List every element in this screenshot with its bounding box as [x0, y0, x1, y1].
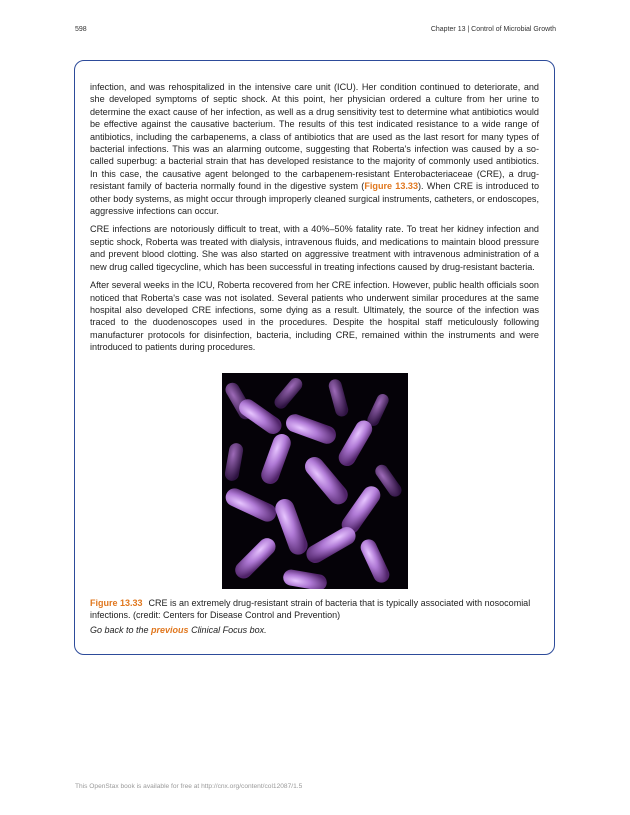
paragraph-2: CRE infections are notoriously difficult to treat, with a 40%–50% fatality rate. To treat her kidney infection and septic shock, Roberta was treated with dialysis, intravenous fluids, and medications to maintain blood pressure and prevent blood clotting. She was also started on aggressive treatment with intravenous administration of a new drug called tigecycline, which has been successful in treating infections caused by drug-resistant bacteria. — [90, 224, 539, 272]
chapter-header: Chapter 13 | Control of Microbial Growth — [430, 26, 556, 33]
footer-note: This OpenStax book is available for free at http://cnx.org/content/col12087/1.5 — [75, 783, 303, 790]
paragraph-1-text-end: ). When CRE is introduced to other body systems, as might occur through improperly cleaned surgical instruments, catheters, or endoscopes, aggressive infections can occur. — [90, 181, 540, 217]
previous-link[interactable]: previous — [151, 625, 189, 635]
paragraph-1 — [90, 81, 539, 217]
figure-13-33-link[interactable]: Figure 13.33 — [364, 181, 419, 192]
figure-caption — [90, 597, 540, 621]
go-back-line — [90, 625, 267, 635]
paragraph-3: After several weeks in the ICU, Roberta recovered from her CRE infection. However, public health officials soon noticed that Roberta's case was not isolated. Several patients who underwent similar procedures at the same hospital also developed CRE infections, some dying as a result. Ultimately, the source of the infection was traced to the duodenoscopes used in the procedures. Despite the hospital staff meticulously following manufacturer protocols for disinfection, bacteria, including CRE, remained within the instruments and were introduced to patients during procedures. — [90, 280, 539, 353]
cre-bacteria-micrograph — [222, 373, 408, 589]
go-back-text-end: Clinical Focus box. — [188, 625, 267, 635]
go-back-text: Go back to the — [90, 625, 152, 635]
clinical-focus-box — [74, 60, 555, 655]
cre-bacteria-image — [222, 373, 408, 589]
figure-caption-text: CRE is an extremely drug-resistant strain of bacteria that is typically associated with nosocomial infections. (credit: Centers for Disease Control and Prevention) — [90, 598, 531, 620]
figure-label: Figure 13.33 — [90, 598, 143, 608]
page-number: 598 — [75, 26, 87, 33]
paragraph-1-text: infection, and was rehospitalized in the intensive care unit (ICU). Her condition continued to deteriorate, and she developed symptoms of septic shock. At this point, her physician ordered a culture from her urine to determine the exact cause of her infection, as well as a drug sensitivity test to determine what antibiotics would be effective against the causative bacterium. The results of this test indicated resistance to a wide range of antibiotics, including the carbapenems, a class of antibiotics that are used as the last resort for many types of bacterial infections. This was an alarming outcome, suggesting that Roberta's infection was caused by a so-called superbug: a bacterial strain that has developed resistance to the majority of commonly used antibiotics. In this case, the causative agent belonged to the carbapenem-resistant Enterobacteriaceae (CRE), a drug-resistant family of bacteria normally found in the digestive system ( — [90, 82, 539, 192]
